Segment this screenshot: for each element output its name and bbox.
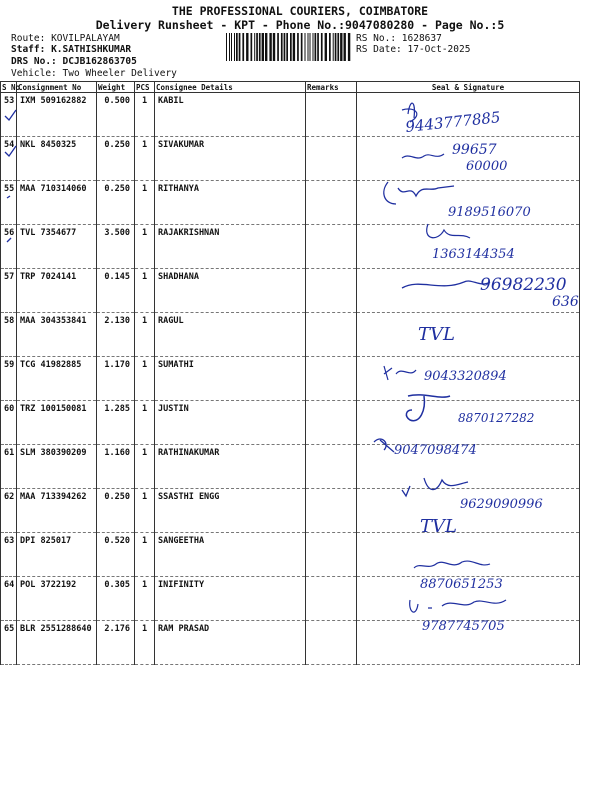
drs-value: DCJB162863705 bbox=[62, 56, 137, 67]
col-consignee-header: Consignee Details bbox=[155, 82, 306, 93]
cell-consignment-no: MAA 713394262 bbox=[17, 489, 97, 533]
cell-signature bbox=[357, 93, 580, 137]
table-row bbox=[1, 357, 580, 401]
cell-consignment-no: SLM 380390209 bbox=[17, 445, 97, 489]
barcode-bar bbox=[229, 33, 230, 61]
cell-signature bbox=[357, 533, 580, 577]
rs-no-line bbox=[356, 33, 442, 44]
sig-62-phone: 9629090996 bbox=[460, 497, 543, 512]
cell-remarks bbox=[306, 401, 357, 445]
cell-remarks bbox=[306, 533, 357, 577]
cell-signature bbox=[357, 577, 580, 621]
barcode-bar bbox=[273, 33, 275, 61]
barcode-bar bbox=[256, 33, 258, 61]
barcode-bar bbox=[344, 33, 346, 61]
cell-weight: 0.145 bbox=[97, 269, 135, 313]
cell-consignee: RAJAKRISHNAN bbox=[155, 225, 306, 269]
barcode-bar bbox=[239, 33, 241, 61]
table-row bbox=[1, 489, 580, 533]
cell-signature bbox=[357, 445, 580, 489]
barcode-bar bbox=[281, 33, 283, 61]
cell-pcs: 1 bbox=[135, 489, 155, 533]
cell-consignment-no: TCG 41982885 bbox=[17, 357, 97, 401]
cell-signature bbox=[357, 621, 580, 665]
cell-consignee: SANGEETHA bbox=[155, 533, 306, 577]
barcode-bar bbox=[226, 33, 227, 61]
cell-weight: 2.130 bbox=[97, 313, 135, 357]
cell-sno: 56 bbox=[1, 225, 17, 269]
cell-consignee: SIVAKUMAR bbox=[155, 137, 306, 181]
barcode-bar bbox=[335, 33, 337, 61]
cell-consignee: RAGUL bbox=[155, 313, 306, 357]
cell-consignee: RITHANYA bbox=[155, 181, 306, 225]
table-row bbox=[1, 269, 580, 313]
barcode-bar bbox=[284, 33, 286, 61]
runsheet-subtitle: Delivery Runsheet - KPT - Phone No.:9047080280 - Page No.:5 bbox=[95, 18, 505, 32]
cell-pcs: 1 bbox=[135, 225, 155, 269]
col-signature-header: Seal & Signature bbox=[357, 82, 580, 93]
table-row bbox=[1, 533, 580, 577]
cell-pcs: 1 bbox=[135, 269, 155, 313]
cell-sno: 58 bbox=[1, 313, 17, 357]
cell-signature bbox=[357, 401, 580, 445]
table-row bbox=[1, 577, 580, 621]
table-row bbox=[1, 225, 580, 269]
barcode-bar bbox=[269, 33, 271, 61]
cell-pcs: 1 bbox=[135, 181, 155, 225]
cell-pcs: 1 bbox=[135, 577, 155, 621]
barcode-bar bbox=[251, 33, 253, 61]
cell-consignment-no: MAA 304353841 bbox=[17, 313, 97, 357]
sig-64-phone: 8870651253 bbox=[420, 577, 503, 592]
route-line bbox=[11, 33, 120, 44]
table-header-row bbox=[1, 82, 580, 93]
barcode-bar bbox=[286, 33, 288, 61]
rs-date-value: 17-Oct-2025 bbox=[407, 44, 471, 55]
cell-sno: 63 bbox=[1, 533, 17, 577]
cell-sno: 60 bbox=[1, 401, 17, 445]
cell-consignment-no: TRZ 100150081 bbox=[17, 401, 97, 445]
cell-sno: 62 bbox=[1, 489, 17, 533]
route-label: Route: bbox=[11, 33, 46, 44]
barcode-bar bbox=[246, 33, 248, 61]
company-title: THE PROFESSIONAL COURIERS, COIMBATORE bbox=[171, 4, 429, 18]
cell-remarks bbox=[306, 93, 357, 137]
cell-pcs: 1 bbox=[135, 621, 155, 665]
barcode-bar bbox=[329, 33, 331, 61]
cell-consignee: KABIL bbox=[155, 93, 306, 137]
cell-consignment-no: MAA 710314060 bbox=[17, 181, 97, 225]
barcode-bar bbox=[277, 33, 279, 61]
drs-line bbox=[11, 56, 137, 67]
col-sno-header: S No bbox=[2, 82, 21, 92]
cell-weight: 0.250 bbox=[97, 137, 135, 181]
cell-consignment-no: NKL 8450325 bbox=[17, 137, 97, 181]
barcode-image bbox=[226, 33, 352, 61]
vehicle-value: Two Wheeler Delivery bbox=[62, 68, 177, 79]
cell-signature bbox=[357, 137, 580, 181]
cell-consignee: SHADHANA bbox=[155, 269, 306, 313]
barcode-bar bbox=[254, 33, 255, 61]
cell-weight: 0.250 bbox=[97, 181, 135, 225]
table-row bbox=[1, 313, 580, 357]
cell-weight: 0.305 bbox=[97, 577, 135, 621]
barcode-bar bbox=[337, 33, 339, 61]
barcode-bar bbox=[310, 33, 311, 61]
cell-sno: 53 bbox=[1, 93, 17, 137]
cell-remarks bbox=[306, 445, 357, 489]
cell-signature bbox=[357, 269, 580, 313]
cell-remarks bbox=[306, 577, 357, 621]
cell-consignment-no: BLR 2551288640 bbox=[17, 621, 97, 665]
cell-sno: 57 bbox=[1, 269, 17, 313]
sig-57-phone: 96982230 bbox=[480, 275, 567, 295]
cell-weight: 2.176 bbox=[97, 621, 135, 665]
cell-remarks bbox=[306, 621, 357, 665]
runsheet-table bbox=[0, 81, 580, 665]
table-row bbox=[1, 621, 580, 665]
barcode-bar bbox=[301, 33, 303, 61]
sig-54-a: 99657 bbox=[452, 142, 497, 158]
rs-no-value: 1628637 bbox=[401, 33, 442, 44]
cell-pcs: 1 bbox=[135, 445, 155, 489]
cell-consignee: RAM PRASAD bbox=[155, 621, 306, 665]
rs-no-label: RS No.: bbox=[356, 33, 397, 44]
staff-label: Staff: bbox=[11, 44, 46, 55]
cell-sno: 65 bbox=[1, 621, 17, 665]
vehicle-label: Vehicle: bbox=[11, 68, 57, 79]
cell-weight: 3.500 bbox=[97, 225, 135, 269]
rs-date-label: RS Date: bbox=[356, 44, 402, 55]
cell-remarks bbox=[306, 269, 357, 313]
barcode-bar bbox=[317, 33, 319, 61]
barcode-bar bbox=[333, 33, 334, 61]
cell-consignee: SSASTHI ENGG bbox=[155, 489, 306, 533]
cell-weight: 0.500 bbox=[97, 93, 135, 137]
cell-pcs: 1 bbox=[135, 401, 155, 445]
col-pcs-header: PCS bbox=[135, 82, 155, 93]
cell-weight: 0.250 bbox=[97, 489, 135, 533]
cell-sno: 59 bbox=[1, 357, 17, 401]
cell-sno: 61 bbox=[1, 445, 17, 489]
sig-53-phone: 9443777885 bbox=[404, 108, 502, 136]
table-row bbox=[1, 181, 580, 225]
cell-weight: 1.285 bbox=[97, 401, 135, 445]
barcode-bar bbox=[236, 33, 238, 61]
cell-signature bbox=[357, 181, 580, 225]
cell-weight: 1.160 bbox=[97, 445, 135, 489]
cell-sno: 55 bbox=[1, 181, 17, 225]
cell-consignee: SUMATHI bbox=[155, 357, 306, 401]
route-value: KOVILPALAYAM bbox=[51, 33, 120, 44]
cell-remarks bbox=[306, 313, 357, 357]
cell-consignment-no: TRP 7024141 bbox=[17, 269, 97, 313]
barcode-bar bbox=[259, 33, 261, 61]
sig-58-text: TVL bbox=[418, 324, 455, 345]
staff-line bbox=[11, 44, 131, 55]
sig-55-phone: 9189516070 bbox=[448, 205, 531, 220]
cell-sno: 64 bbox=[1, 577, 17, 621]
sig-57-b: 636 bbox=[552, 294, 579, 310]
cell-remarks bbox=[306, 357, 357, 401]
barcode-bar bbox=[297, 33, 299, 61]
barcode-bar bbox=[348, 33, 350, 61]
cell-remarks bbox=[306, 225, 357, 269]
barcode-bar bbox=[242, 33, 244, 61]
table-row bbox=[1, 93, 580, 137]
cell-pcs: 1 bbox=[135, 313, 155, 357]
sig-65-phone: 9787745705 bbox=[422, 619, 505, 634]
barcode-bar bbox=[265, 33, 267, 61]
barcode-bar bbox=[293, 33, 295, 61]
barcode-bar bbox=[315, 33, 317, 61]
cell-signature bbox=[357, 357, 580, 401]
cell-weight: 1.170 bbox=[97, 357, 135, 401]
table-row bbox=[1, 445, 580, 489]
cell-consignee: JUSTIN bbox=[155, 401, 306, 445]
barcode-bar bbox=[313, 33, 314, 61]
cell-consignee: INIFINITY bbox=[155, 577, 306, 621]
cell-consignment-no: TVL 7354677 bbox=[17, 225, 97, 269]
cell-consignment-no: DPI 825017 bbox=[17, 533, 97, 577]
cell-consignment-no: POL 3722192 bbox=[17, 577, 97, 621]
barcode-bar bbox=[340, 33, 342, 61]
sig-61-phone: 9047098474 bbox=[394, 443, 477, 458]
sig-60-phone: 8870127282 bbox=[458, 411, 535, 425]
cell-consignment-no: IXM 509162882 bbox=[17, 93, 97, 137]
cell-pcs: 1 bbox=[135, 93, 155, 137]
staff-value: K.SATHISHKUMAR bbox=[51, 44, 132, 55]
col-weight-header: Weight bbox=[97, 82, 135, 93]
cell-consignee: RATHINAKUMAR bbox=[155, 445, 306, 489]
barcode-bar bbox=[305, 33, 306, 61]
col-remarks-header: Remarks bbox=[306, 82, 357, 93]
barcode-bar bbox=[308, 33, 309, 61]
barcode-bar bbox=[231, 33, 232, 61]
sig-54-b: 60000 bbox=[466, 159, 508, 174]
barcode-bar bbox=[290, 33, 292, 61]
cell-remarks bbox=[306, 181, 357, 225]
cell-pcs: 1 bbox=[135, 533, 155, 577]
barcode-bar bbox=[234, 33, 235, 61]
barcode-bar bbox=[325, 33, 327, 61]
cell-weight: 0.520 bbox=[97, 533, 135, 577]
cell-signature bbox=[357, 225, 580, 269]
cell-signature bbox=[357, 313, 580, 357]
sig-56-phone: 1363144354 bbox=[432, 247, 515, 262]
barcode-bar bbox=[262, 33, 264, 61]
col-consignment-header: Consignment No bbox=[17, 82, 97, 93]
barcode-bar bbox=[321, 33, 323, 61]
cell-sno: 54 bbox=[1, 137, 17, 181]
cell-signature bbox=[357, 489, 580, 533]
table-row bbox=[1, 137, 580, 181]
sig-63-text: TVL bbox=[420, 516, 457, 537]
table-row bbox=[1, 401, 580, 445]
drs-label: DRS No.: bbox=[11, 56, 57, 67]
sig-59-phone: 9043320894 bbox=[424, 369, 507, 384]
cell-remarks bbox=[306, 489, 357, 533]
cell-pcs: 1 bbox=[135, 137, 155, 181]
cell-remarks bbox=[306, 137, 357, 181]
cell-pcs: 1 bbox=[135, 357, 155, 401]
vehicle-line bbox=[11, 68, 177, 79]
rs-date-line bbox=[356, 44, 470, 55]
